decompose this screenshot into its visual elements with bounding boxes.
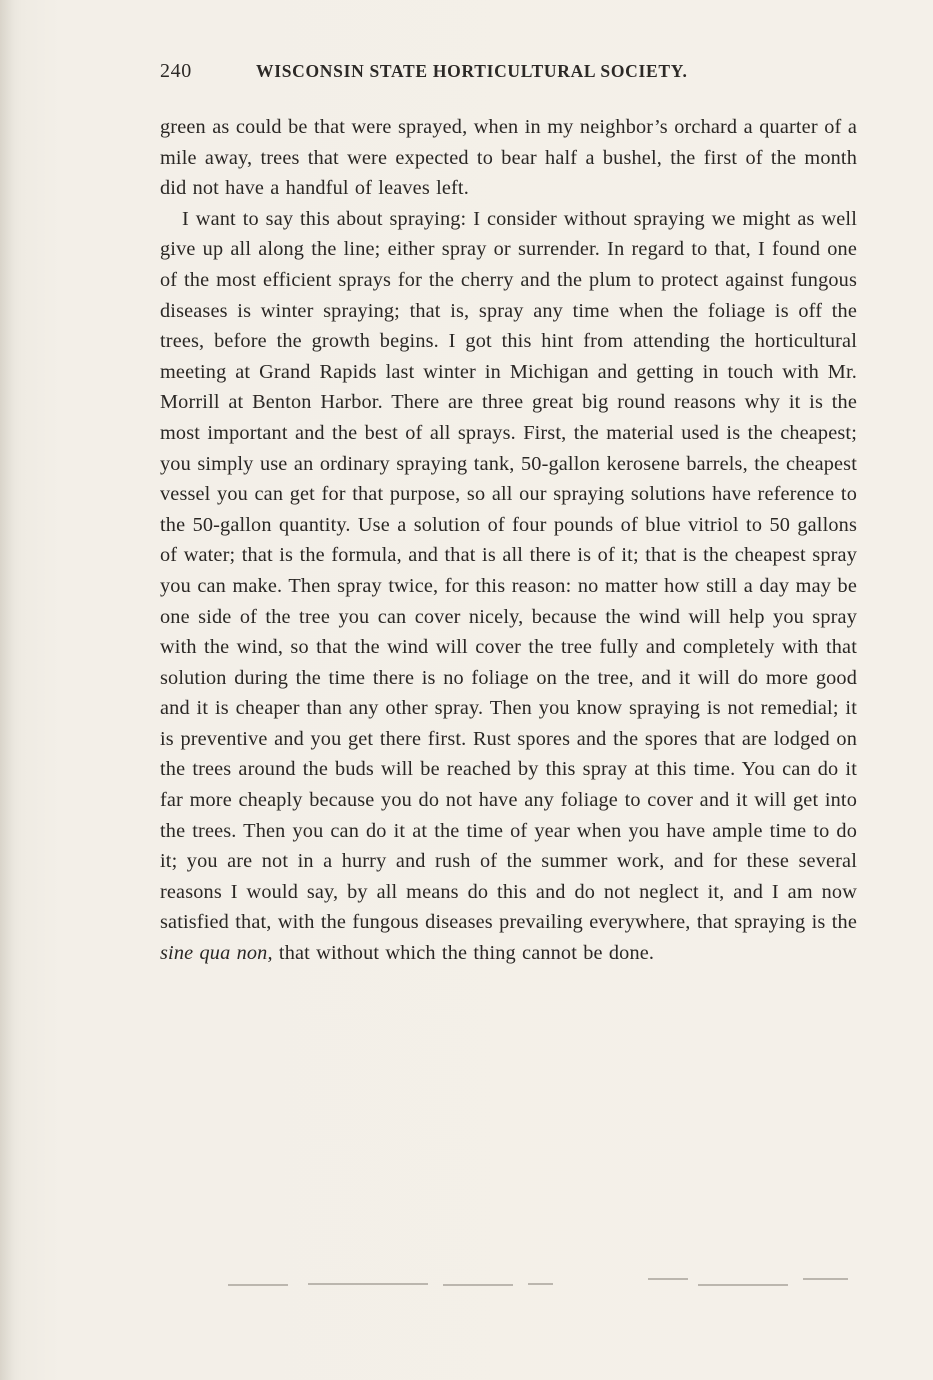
body-text [160,112,857,969]
paragraph-spraying-end: that without which the thing cannot be done. [278,942,655,965]
running-head: WISCONSIN STATE HORTICULTURAL SOCIETY. [256,61,688,81]
latin-phrase: sine qua non, [160,942,273,965]
page-binding-edge [0,0,14,1380]
paragraph-spraying [160,204,857,969]
page-header [160,60,860,90]
page-number: 240 [160,60,192,82]
footer-print-marks [228,1276,853,1290]
paragraph-continued: green as could be that were sprayed, when in my neighbor’s orchard a quarter of a mile away, trees that were expected to bear half a bushel, the first of the month did not have a handful of leaves left. [160,116,857,200]
paragraph-spraying-text: I want to say this about spraying: I consider without spraying we might as well give up all along the line; either spray or surrender. In regard to that, I found one of the most efficient sprays for the cherry and the plum to protect against fungous diseases is winter spraying; that is, spray any time when the foliage is off the trees, before the growth begins. I got this hint from attending the horticultural meeting at Grand Rapids last winter in Michigan and getting in touch with Mr. Morrill at Benton Harbor. There are three great big round reasons why it is the most important and the best of all sprays. First, the material used is the cheapest; you simply use an ordinary spraying tank, 50-gallon kerosene barrels, the cheapest vessel you can get for that purpose, so all our spraying solutions have reference to the 50-gallon quantity. Use a solution of four pounds of blue vitriol to 50 gallons of water; that is the formula, and that is all there is of it; that is the cheapest spray you can make. Then spray twice, for this reason: no matter how still a day may be one side of the tree you can cover nicely, because the wind will help you spray with the wind, so that the wind will cover the tree fully and completely with that solution during the time there is no foliage on the tree, and it will do more good and it is cheaper than any other spray. Then you know spraying is not remedial; it is preventive and you get there first. Rust spores and the spores that are lodged on the trees around the buds will be reached by this spray at this time. You can do it far more cheaply because you do not have any foliage to cover and it will get into the trees. Then you can do it at the time of year when you have ample time to do it; you are not in a hurry and rush of the summer work, and for these several reasons I would say, by all means do this and do not neglect it, and I am now satisfied that, with the fungous diseases prevailing everywhere, that spraying is the [160,207,857,934]
